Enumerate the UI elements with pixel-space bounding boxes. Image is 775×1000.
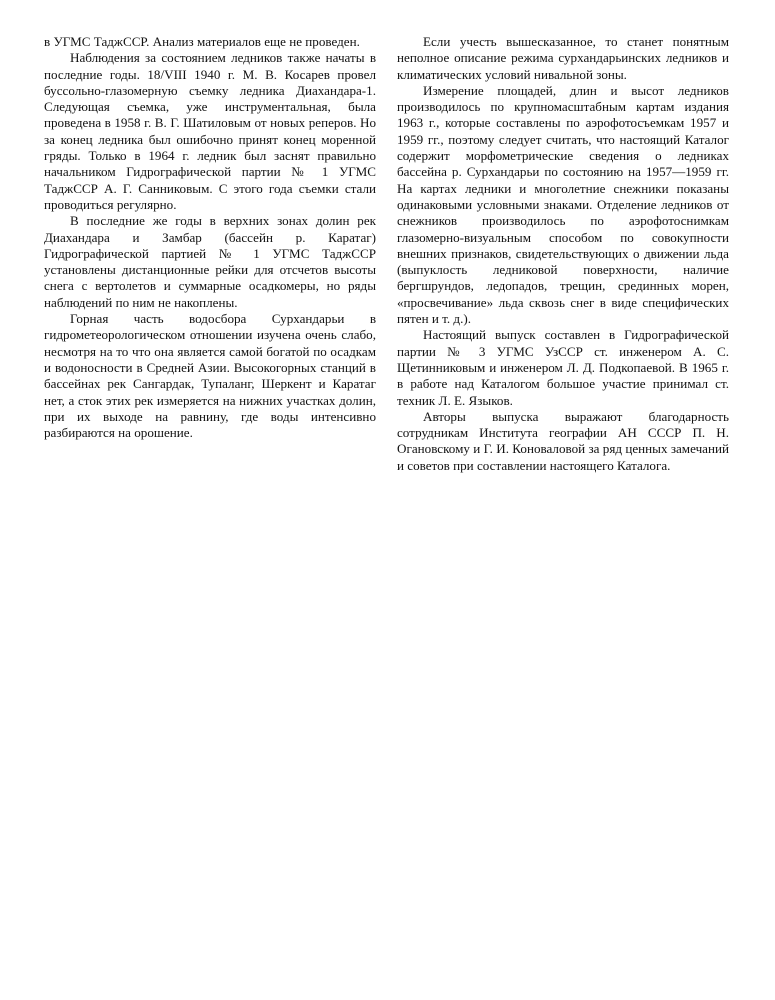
paragraph-authors: Настоящий выпуск составлен в Гидрографической партии № 3 УГМС УзССР ст. инженером А. С. Щетинниковым и инженером Л. Д. Подкопаевой. В 1965 г. в работе над Каталогом большое участие принимал ст. техник Л. Е. Языков. [397,327,729,408]
paragraph-continuation: в УГМС ТаджССР. Анализ материалов еще не проведен. [44,34,360,49]
paragraph-incomplete-description: Если учесть вышесказанное, то станет понятным неполное описание режима сурхандарьинских ледников и климатических условий нивальной зоны. [397,34,729,82]
paragraph-measurements: Измерение площадей, длин и высот ледников производилось по крупномасштабным картам издания 1963 г., которые составлены по аэрофотосъемкам 1957 и 1959 гг., поэтому следует считать, что настоящий Каталог содержит морфометрические сведения о ледниках бассейна р. Сурхандарьи по состоянию на 1957—1959 гг. На картах ледники и многолетние снежники показаны одинаковыми условными знаками. Отделение ледников от снежников производилось по аэрофотоснимкам глазомерно-визуальным способом по совокупности внешних признаков, свидетельствующих о движении льда (выпуклость ледниковой поверхности, наличие бергшрундов, ледопадов, трещин, срединных морен, «просвечивание» льда сквозь снег в виде специфических пятен и т. д.). [397,82,729,327]
left-text-column [44,34,376,441]
paragraph-snow-gauges: В последние же годы в верхних зонах долин рек Диахандара и Замбар (бассейн р. Каратаг) Гидрографической партией № 1 УГМС ТаджССР установлены дистанционные рейки для отсчетов высоты снега с вертолетов и суммарные осадкомеры, но ряды наблюдений по ним не накоплены. [44,213,376,310]
paragraph-acknowledgements: Авторы выпуска выражают благодарность сотрудникам Института географии АН СССР П. Н. Огановскому и Г. И. Коноваловой за ряд ценных замечаний и советов при составлении настоящего Каталога. [397,408,729,473]
paragraph-glacier-observations: Наблюдения за состоянием ледников также начаты в последние годы. 18/VIII 1940 г. М. В. Косарев провел буссольно-глазомерную съемку ледника Диахандара-1. Следующая съемка, уже инструментальная, была проведена в 1958 г. В. Г. Шатиловым от новых реперов. Но за конец ледника был ошибочно принят конец моренной гряды. Только в 1964 г. ледник был заснят правильно начальником Гидрографической партии № 1 УГМС ТаджССР А. Г. Санниковым. С этого года съемки стали проводиться регулярно. [44,50,376,212]
right-text-column [397,34,729,474]
paragraph-hydrometeorology: Горная часть водосбора Сурхандарьи в гидрометеорологическом отношении изучена очень слабо, несмотря на то что она является самой богатой по осадкам и водоносности в Средней Азии. Высокогорных станций в бассейнах рек Сангардак, Тупаланг, Шеркент и Каратаг нет, а сток этих рек измеряется на нижних участках долин, при их выходе на равнину, где воды интенсивно разбираются на орошение. [44,311,376,441]
